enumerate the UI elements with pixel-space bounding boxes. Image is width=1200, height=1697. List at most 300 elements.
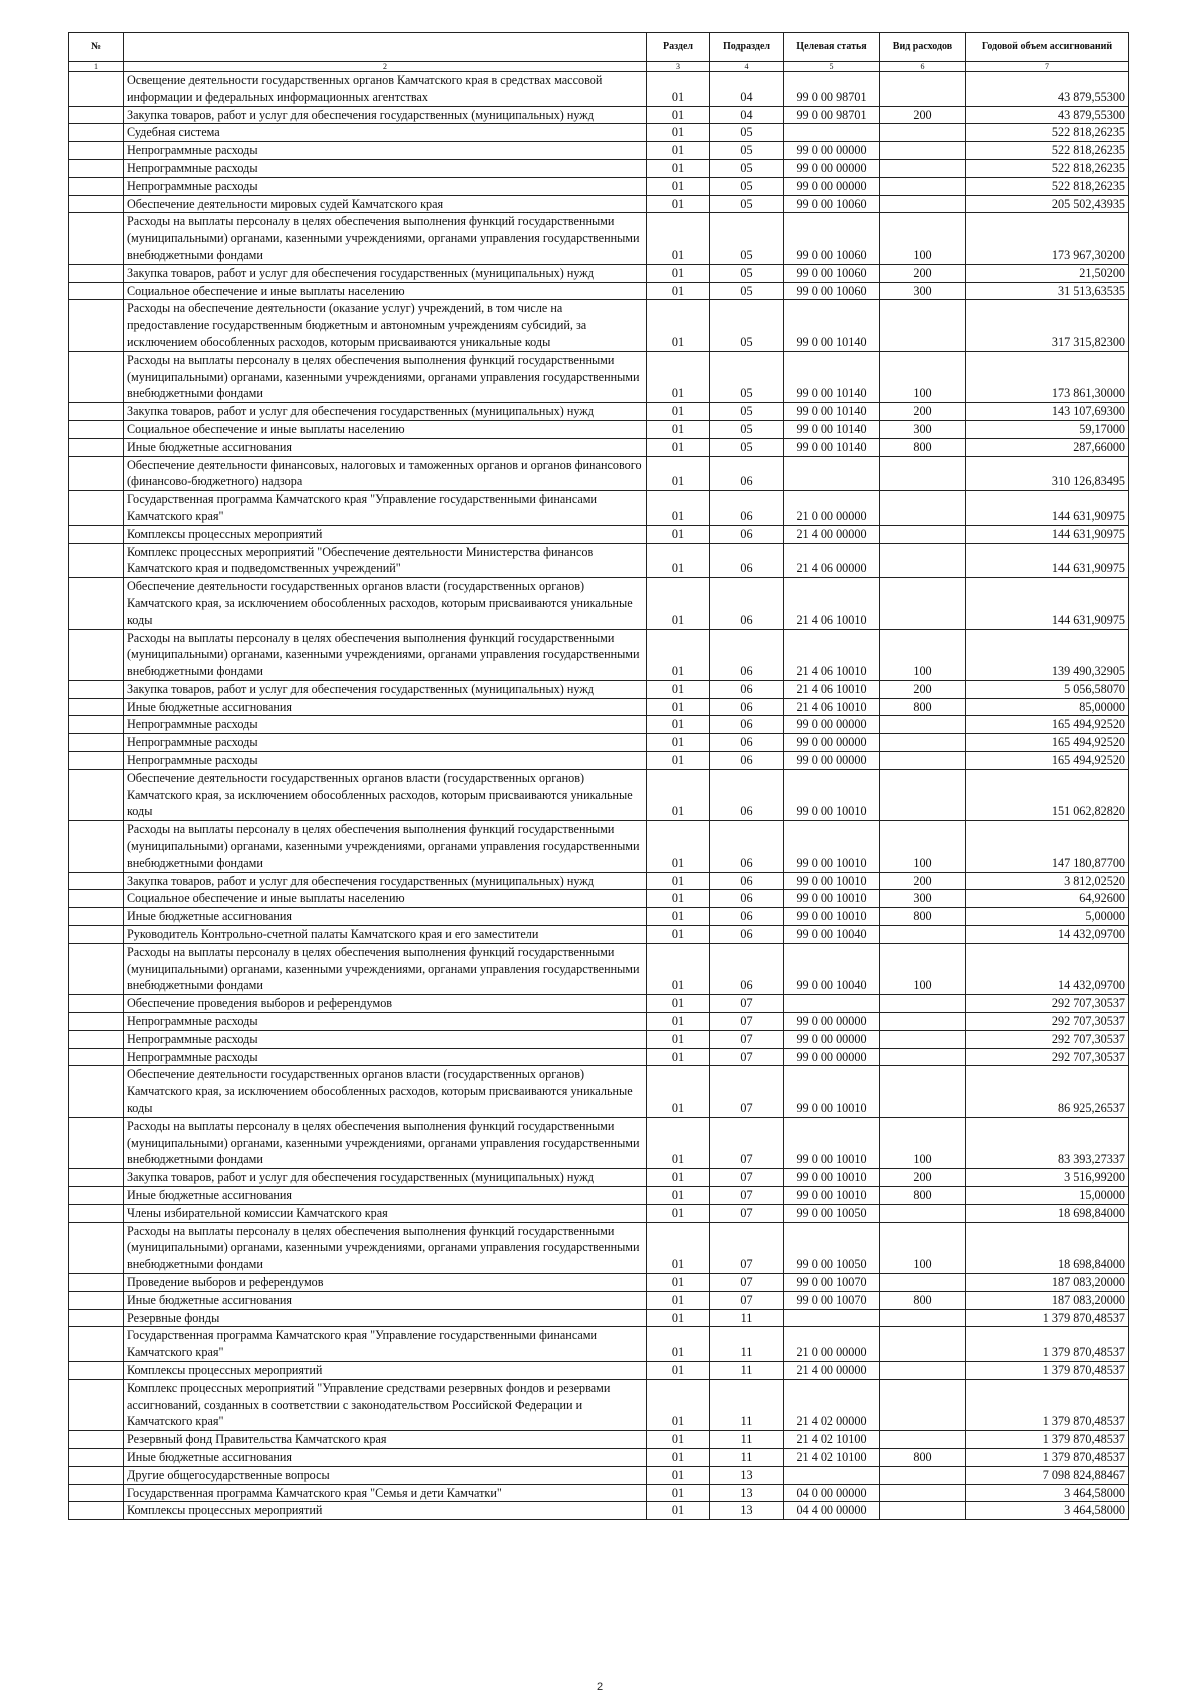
row-kind-cell: 100 <box>880 1117 966 1168</box>
row-kind-cell: 800 <box>880 438 966 456</box>
row-name-cell: Непрограммные расходы <box>124 716 647 734</box>
row-name-cell: Руководитель Контрольно-счетной палаты Камчатского края и его заместители <box>124 926 647 944</box>
table-row <box>69 403 1129 421</box>
row-subsection-cell: 07 <box>710 1291 784 1309</box>
row-amount-cell: 83 393,27337 <box>966 1117 1129 1168</box>
row-subsection-cell: 13 <box>710 1466 784 1484</box>
row-subsection-cell: 04 <box>710 106 784 124</box>
row-subsection-cell: 07 <box>710 1187 784 1205</box>
row-kind-cell: 300 <box>880 890 966 908</box>
row-subsection-cell: 06 <box>710 698 784 716</box>
row-kind-cell: 300 <box>880 282 966 300</box>
row-amount-cell: 139 490,32905 <box>966 629 1129 680</box>
table-row <box>69 124 1129 142</box>
row-number-cell <box>69 106 124 124</box>
row-kind-cell <box>880 142 966 160</box>
row-number-cell <box>69 1066 124 1117</box>
row-amount-cell: 317 315,82300 <box>966 300 1129 351</box>
row-amount-cell: 165 494,92520 <box>966 716 1129 734</box>
row-kind-cell <box>880 734 966 752</box>
row-section-cell: 01 <box>647 1431 710 1449</box>
row-subsection-cell: 06 <box>710 680 784 698</box>
row-name-cell: Обеспечение деятельности государственных органов власти (государственных органов) Камчатского края, за исключением обособленных расходов, которым присваиваются уникальные коды <box>124 769 647 820</box>
row-target-cell: 99 0 00 10010 <box>784 769 880 820</box>
row-number-cell <box>69 1030 124 1048</box>
row-section-cell: 01 <box>647 943 710 994</box>
row-subsection-cell: 06 <box>710 734 784 752</box>
row-name-cell: Закупка товаров, работ и услуг для обеспечения государственных (муниципальных) нужд <box>124 264 647 282</box>
table-row <box>69 1273 1129 1291</box>
row-target-cell: 99 0 00 10010 <box>784 872 880 890</box>
row-kind-cell <box>880 1466 966 1484</box>
table-row <box>69 995 1129 1013</box>
row-subsection-cell: 05 <box>710 403 784 421</box>
table-row <box>69 282 1129 300</box>
table-row <box>69 752 1129 770</box>
row-number-cell <box>69 1309 124 1327</box>
table-row <box>69 1291 1129 1309</box>
row-kind-cell <box>880 1066 966 1117</box>
row-subsection-cell: 06 <box>710 456 784 491</box>
row-target-cell <box>784 1466 880 1484</box>
table-row <box>69 1169 1129 1187</box>
row-subsection-cell: 05 <box>710 159 784 177</box>
row-amount-cell: 15,00000 <box>966 1187 1129 1205</box>
row-target-cell: 21 4 06 00000 <box>784 543 880 578</box>
row-section-cell: 01 <box>647 1117 710 1168</box>
row-target-cell: 99 0 00 10070 <box>784 1291 880 1309</box>
row-section-cell: 01 <box>647 1187 710 1205</box>
row-name-cell: Расходы на выплаты персоналу в целях обеспечения выполнения функций государственными (муниципальными) органами, казенными учреждениями, органами управления государственными внебюджетными фондами <box>124 213 647 264</box>
row-name-cell: Обеспечение деятельности государственных органов власти (государственных органов) Камчатского края, за исключением обособленных расходов, которым присваиваются уникальные коды <box>124 1066 647 1117</box>
row-section-cell: 01 <box>647 769 710 820</box>
row-name-cell: Обеспечение проведения выборов и референдумов <box>124 995 647 1013</box>
row-amount-cell: 292 707,30537 <box>966 1013 1129 1031</box>
table-row <box>69 716 1129 734</box>
row-section-cell: 01 <box>647 1466 710 1484</box>
row-name-cell: Расходы на обеспечение деятельности (оказание услуг) учреждений, в том числе на предоставление государственным бюджетным и автономным учреждениям субсидий, за исключением обособленных расходов, которым присваиваются уникальные коды <box>124 300 647 351</box>
row-amount-cell: 31 513,63535 <box>966 282 1129 300</box>
row-subsection-cell: 07 <box>710 1066 784 1117</box>
table-row <box>69 769 1129 820</box>
row-subsection-cell: 06 <box>710 943 784 994</box>
row-subsection-cell: 05 <box>710 438 784 456</box>
table-row <box>69 525 1129 543</box>
row-kind-cell <box>880 1484 966 1502</box>
row-section-cell: 01 <box>647 1484 710 1502</box>
row-target-cell: 21 4 00 00000 <box>784 525 880 543</box>
row-amount-cell: 151 062,82820 <box>966 769 1129 820</box>
row-section-cell: 01 <box>647 1222 710 1273</box>
row-number-cell <box>69 769 124 820</box>
row-amount-cell: 3 516,99200 <box>966 1169 1129 1187</box>
row-name-cell: Резервные фонды <box>124 1309 647 1327</box>
row-name-cell: Социальное обеспечение и иные выплаты населению <box>124 420 647 438</box>
row-section-cell: 01 <box>647 213 710 264</box>
row-kind-cell: 100 <box>880 1222 966 1273</box>
row-kind-cell <box>880 195 966 213</box>
row-section-cell: 01 <box>647 264 710 282</box>
row-section-cell: 01 <box>647 872 710 890</box>
table-row <box>69 1066 1129 1117</box>
row-subsection-cell: 05 <box>710 142 784 160</box>
table-row <box>69 1013 1129 1031</box>
row-number-cell <box>69 282 124 300</box>
table-row <box>69 1327 1129 1362</box>
row-number-cell <box>69 351 124 402</box>
row-target-cell: 99 0 00 10010 <box>784 1187 880 1205</box>
row-number-cell <box>69 1117 124 1168</box>
row-name-cell: Иные бюджетные ассигнования <box>124 698 647 716</box>
row-amount-cell: 1 379 870,48537 <box>966 1361 1129 1379</box>
row-number-cell <box>69 1466 124 1484</box>
row-subsection-cell: 07 <box>710 1117 784 1168</box>
row-subsection-cell: 13 <box>710 1502 784 1520</box>
row-amount-cell: 144 631,90975 <box>966 491 1129 526</box>
row-name-cell: Иные бюджетные ассигнования <box>124 1291 647 1309</box>
row-number-cell <box>69 698 124 716</box>
row-name-cell: Иные бюджетные ассигнования <box>124 1448 647 1466</box>
row-subsection-cell: 05 <box>710 264 784 282</box>
row-name-cell: Обеспечение деятельности государственных органов власти (государственных органов) Камчатского края, за исключением обособленных расходов, которым присваиваются уникальные коды <box>124 578 647 629</box>
row-target-cell: 99 0 00 10040 <box>784 943 880 994</box>
table-row <box>69 1466 1129 1484</box>
row-subsection-cell: 06 <box>710 908 784 926</box>
row-section-cell: 01 <box>647 680 710 698</box>
row-target-cell: 04 4 00 00000 <box>784 1502 880 1520</box>
header-kind: Вид расходов <box>880 33 966 62</box>
row-section-cell: 01 <box>647 420 710 438</box>
header-num: № <box>69 33 124 62</box>
row-section-cell: 01 <box>647 995 710 1013</box>
table-row <box>69 926 1129 944</box>
row-amount-cell: 292 707,30537 <box>966 995 1129 1013</box>
row-section-cell: 01 <box>647 177 710 195</box>
row-section-cell: 01 <box>647 159 710 177</box>
row-target-cell: 21 4 02 10100 <box>784 1448 880 1466</box>
row-target-cell: 99 0 00 00000 <box>784 716 880 734</box>
row-target-cell: 99 0 00 10060 <box>784 264 880 282</box>
row-kind-cell: 300 <box>880 420 966 438</box>
table-row <box>69 543 1129 578</box>
row-section-cell: 01 <box>647 106 710 124</box>
row-section-cell: 01 <box>647 282 710 300</box>
row-section-cell: 01 <box>647 438 710 456</box>
row-amount-cell: 18 698,84000 <box>966 1222 1129 1273</box>
row-section-cell: 01 <box>647 1291 710 1309</box>
row-number-cell <box>69 578 124 629</box>
row-subsection-cell: 05 <box>710 282 784 300</box>
row-section-cell: 01 <box>647 195 710 213</box>
row-number-cell <box>69 1013 124 1031</box>
header-amount: Годовой объем ассигнований <box>966 33 1129 62</box>
row-target-cell: 21 4 06 10010 <box>784 698 880 716</box>
row-amount-cell: 187 083,20000 <box>966 1273 1129 1291</box>
row-target-cell: 99 0 00 10060 <box>784 282 880 300</box>
row-amount-cell: 143 107,69300 <box>966 403 1129 421</box>
row-number-cell <box>69 926 124 944</box>
row-amount-cell: 1 379 870,48537 <box>966 1448 1129 1466</box>
row-target-cell: 99 0 00 10010 <box>784 1169 880 1187</box>
row-amount-cell: 147 180,87700 <box>966 821 1129 872</box>
row-kind-cell: 800 <box>880 1291 966 1309</box>
column-number: 5 <box>784 62 880 72</box>
row-section-cell: 01 <box>647 908 710 926</box>
row-number-cell <box>69 124 124 142</box>
row-number-cell <box>69 1327 124 1362</box>
row-target-cell: 21 4 00 00000 <box>784 1361 880 1379</box>
row-name-cell: Государственная программа Камчатского края "Управление государственными финансами Камчатского края" <box>124 491 647 526</box>
row-amount-cell: 7 098 824,88467 <box>966 1466 1129 1484</box>
row-subsection-cell: 05 <box>710 420 784 438</box>
row-section-cell: 01 <box>647 300 710 351</box>
row-number-cell <box>69 420 124 438</box>
table-row <box>69 943 1129 994</box>
row-kind-cell <box>880 769 966 820</box>
row-number-cell <box>69 142 124 160</box>
row-name-cell: Расходы на выплаты персоналу в целях обеспечения выполнения функций государственными (муниципальными) органами, казенными учреждениями, органами управления государственными внебюджетными фондами <box>124 1222 647 1273</box>
row-section-cell: 01 <box>647 525 710 543</box>
row-section-cell: 01 <box>647 124 710 142</box>
row-subsection-cell: 06 <box>710 716 784 734</box>
row-amount-cell: 21,50200 <box>966 264 1129 282</box>
row-subsection-cell: 06 <box>710 578 784 629</box>
row-section-cell: 01 <box>647 1502 710 1520</box>
row-name-cell: Непрограммные расходы <box>124 177 647 195</box>
row-number-cell <box>69 1291 124 1309</box>
row-number-cell <box>69 908 124 926</box>
row-kind-cell: 200 <box>880 1169 966 1187</box>
row-target-cell: 99 0 00 10050 <box>784 1222 880 1273</box>
row-amount-cell: 522 818,26235 <box>966 159 1129 177</box>
row-target-cell: 99 0 00 00000 <box>784 1030 880 1048</box>
row-kind-cell <box>880 1502 966 1520</box>
row-section-cell: 01 <box>647 752 710 770</box>
row-target-cell: 99 0 00 00000 <box>784 1048 880 1066</box>
table-row <box>69 195 1129 213</box>
row-target-cell <box>784 456 880 491</box>
header-name <box>124 33 647 62</box>
column-number: 3 <box>647 62 710 72</box>
row-name-cell: Расходы на выплаты персоналу в целях обеспечения выполнения функций государственными (муниципальными) органами, казенными учреждениями, органами управления государственными внебюджетными фондами <box>124 1117 647 1168</box>
header-target: Целевая статья <box>784 33 880 62</box>
row-kind-cell: 100 <box>880 351 966 402</box>
row-subsection-cell: 07 <box>710 1204 784 1222</box>
table-row <box>69 213 1129 264</box>
row-kind-cell: 800 <box>880 908 966 926</box>
row-number-cell <box>69 1169 124 1187</box>
row-subsection-cell: 11 <box>710 1309 784 1327</box>
row-target-cell: 21 0 00 00000 <box>784 1327 880 1362</box>
row-subsection-cell: 07 <box>710 995 784 1013</box>
row-number-cell <box>69 177 124 195</box>
row-number-cell <box>69 734 124 752</box>
table-row <box>69 1379 1129 1430</box>
row-target-cell: 99 0 00 10140 <box>784 420 880 438</box>
row-number-cell <box>69 1502 124 1520</box>
row-amount-cell: 14 432,09700 <box>966 943 1129 994</box>
row-section-cell: 01 <box>647 491 710 526</box>
row-amount-cell: 5,00000 <box>966 908 1129 926</box>
row-name-cell: Комплексы процессных мероприятий <box>124 525 647 543</box>
row-kind-cell: 200 <box>880 264 966 282</box>
row-subsection-cell: 13 <box>710 1484 784 1502</box>
row-number-cell <box>69 1048 124 1066</box>
row-amount-cell: 64,92600 <box>966 890 1129 908</box>
row-amount-cell: 187 083,20000 <box>966 1291 1129 1309</box>
row-section-cell: 01 <box>647 734 710 752</box>
row-kind-cell <box>880 491 966 526</box>
row-subsection-cell: 06 <box>710 525 784 543</box>
row-target-cell <box>784 1309 880 1327</box>
row-amount-cell: 144 631,90975 <box>966 525 1129 543</box>
row-number-cell <box>69 213 124 264</box>
row-number-cell <box>69 1484 124 1502</box>
row-name-cell: Закупка товаров, работ и услуг для обеспечения государственных (муниципальных) нужд <box>124 1169 647 1187</box>
table-row <box>69 106 1129 124</box>
row-name-cell: Закупка товаров, работ и услуг для обеспечения государственных (муниципальных) нужд <box>124 680 647 698</box>
row-kind-cell: 100 <box>880 213 966 264</box>
row-kind-cell <box>880 159 966 177</box>
row-section-cell: 01 <box>647 1048 710 1066</box>
row-number-cell <box>69 716 124 734</box>
row-kind-cell: 800 <box>880 698 966 716</box>
row-amount-cell: 165 494,92520 <box>966 734 1129 752</box>
row-subsection-cell: 05 <box>710 124 784 142</box>
row-number-cell <box>69 1379 124 1430</box>
table-row <box>69 1204 1129 1222</box>
row-amount-cell: 5 056,58070 <box>966 680 1129 698</box>
row-number-cell <box>69 1361 124 1379</box>
row-kind-cell <box>880 124 966 142</box>
row-kind-cell <box>880 456 966 491</box>
row-section-cell: 01 <box>647 1066 710 1117</box>
row-section-cell: 01 <box>647 821 710 872</box>
column-number-row <box>69 62 1129 72</box>
row-kind-cell <box>880 926 966 944</box>
row-name-cell: Непрограммные расходы <box>124 1030 647 1048</box>
row-target-cell: 21 4 06 10010 <box>784 578 880 629</box>
row-section-cell: 01 <box>647 629 710 680</box>
row-kind-cell <box>880 1013 966 1031</box>
row-number-cell <box>69 1273 124 1291</box>
table-row <box>69 177 1129 195</box>
row-target-cell: 21 4 02 00000 <box>784 1379 880 1430</box>
row-amount-cell: 14 432,09700 <box>966 926 1129 944</box>
row-subsection-cell: 07 <box>710 1030 784 1048</box>
row-number-cell <box>69 159 124 177</box>
row-name-cell: Проведение выборов и референдумов <box>124 1273 647 1291</box>
row-name-cell: Непрограммные расходы <box>124 752 647 770</box>
table-row <box>69 908 1129 926</box>
row-amount-cell: 3 464,58000 <box>966 1502 1129 1520</box>
page-number: 2 <box>596 1681 604 1693</box>
table-row <box>69 1448 1129 1466</box>
row-amount-cell: 287,66000 <box>966 438 1129 456</box>
row-subsection-cell: 06 <box>710 629 784 680</box>
row-section-cell: 01 <box>647 1204 710 1222</box>
row-subsection-cell: 11 <box>710 1327 784 1362</box>
row-name-cell: Другие общегосударственные вопросы <box>124 1466 647 1484</box>
table-row <box>69 351 1129 402</box>
row-kind-cell: 800 <box>880 1448 966 1466</box>
row-kind-cell: 200 <box>880 872 966 890</box>
row-amount-cell: 1 379 870,48537 <box>966 1327 1129 1362</box>
row-amount-cell: 43 879,55300 <box>966 106 1129 124</box>
table-row <box>69 1502 1129 1520</box>
header-section: Раздел <box>647 33 710 62</box>
table-row <box>69 872 1129 890</box>
row-name-cell: Закупка товаров, работ и услуг для обеспечения государственных (муниципальных) нужд <box>124 106 647 124</box>
row-number-cell <box>69 72 124 107</box>
row-section-cell: 01 <box>647 1327 710 1362</box>
row-kind-cell <box>880 995 966 1013</box>
row-subsection-cell: 07 <box>710 1222 784 1273</box>
row-name-cell: Иные бюджетные ассигнования <box>124 908 647 926</box>
row-name-cell: Комплексы процессных мероприятий <box>124 1502 647 1520</box>
row-target-cell: 99 0 00 10140 <box>784 403 880 421</box>
row-subsection-cell: 06 <box>710 821 784 872</box>
row-kind-cell <box>880 1379 966 1430</box>
row-kind-cell <box>880 578 966 629</box>
row-section-cell: 01 <box>647 890 710 908</box>
row-section-cell: 01 <box>647 1013 710 1031</box>
row-target-cell: 99 0 00 10010 <box>784 821 880 872</box>
row-section-cell: 01 <box>647 142 710 160</box>
row-kind-cell: 200 <box>880 106 966 124</box>
row-name-cell: Закупка товаров, работ и услуг для обеспечения государственных (муниципальных) нужд <box>124 403 647 421</box>
row-target-cell: 99 0 00 10010 <box>784 1117 880 1168</box>
row-name-cell: Судебная система <box>124 124 647 142</box>
row-amount-cell: 144 631,90975 <box>966 578 1129 629</box>
table-row <box>69 890 1129 908</box>
row-name-cell: Непрограммные расходы <box>124 142 647 160</box>
row-number-cell <box>69 491 124 526</box>
row-target-cell <box>784 995 880 1013</box>
table-row <box>69 1361 1129 1379</box>
row-kind-cell <box>880 752 966 770</box>
row-kind-cell <box>880 716 966 734</box>
row-amount-cell: 3 464,58000 <box>966 1484 1129 1502</box>
row-name-cell: Иные бюджетные ассигнования <box>124 438 647 456</box>
row-kind-cell <box>880 1431 966 1449</box>
table-row <box>69 1030 1129 1048</box>
row-kind-cell <box>880 543 966 578</box>
row-amount-cell: 1 379 870,48537 <box>966 1431 1129 1449</box>
row-amount-cell: 18 698,84000 <box>966 1204 1129 1222</box>
row-amount-cell: 292 707,30537 <box>966 1048 1129 1066</box>
row-number-cell <box>69 300 124 351</box>
row-section-cell: 01 <box>647 543 710 578</box>
row-target-cell <box>784 124 880 142</box>
row-kind-cell <box>880 1048 966 1066</box>
row-name-cell: Непрограммные расходы <box>124 734 647 752</box>
row-kind-cell <box>880 1309 966 1327</box>
row-target-cell: 99 0 00 00000 <box>784 159 880 177</box>
row-section-cell: 01 <box>647 716 710 734</box>
row-target-cell: 04 0 00 00000 <box>784 1484 880 1502</box>
table-row <box>69 159 1129 177</box>
row-kind-cell <box>880 1327 966 1362</box>
row-subsection-cell: 05 <box>710 300 784 351</box>
row-subsection-cell: 05 <box>710 351 784 402</box>
table-row <box>69 1309 1129 1327</box>
row-kind-cell <box>880 1030 966 1048</box>
row-number-cell <box>69 438 124 456</box>
row-number-cell <box>69 995 124 1013</box>
row-target-cell: 99 0 00 10140 <box>784 300 880 351</box>
row-kind-cell <box>880 1273 966 1291</box>
